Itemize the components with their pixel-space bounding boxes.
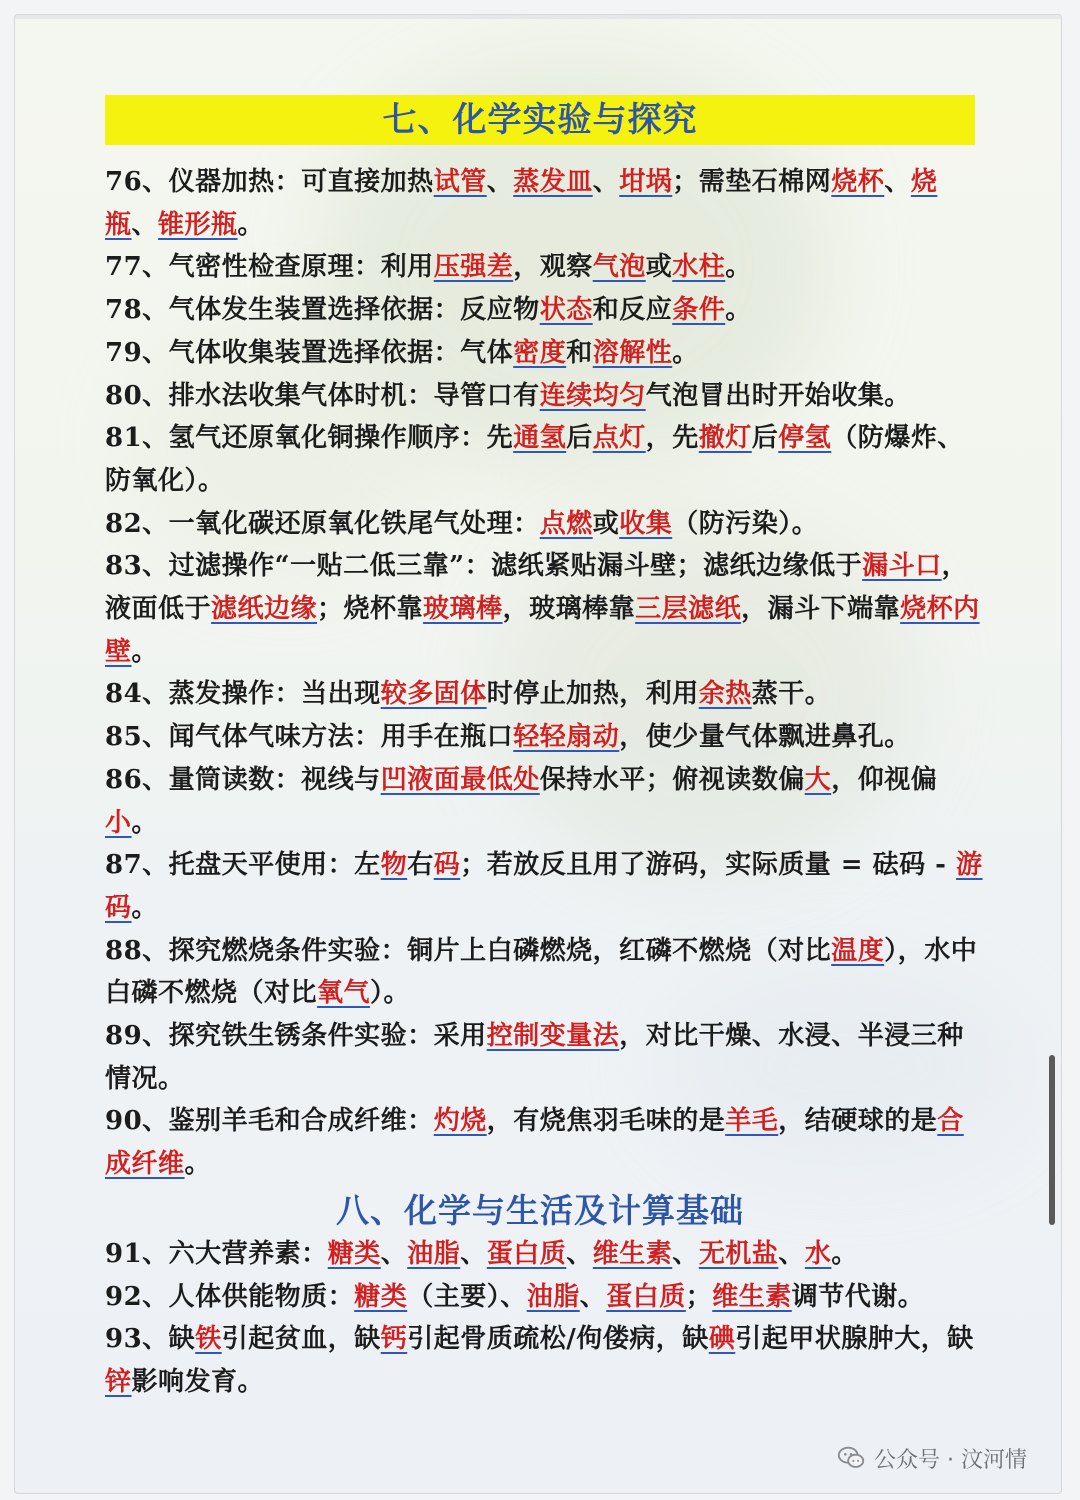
item-text: ，使少量气体飘进鼻孔。	[619, 722, 911, 753]
item-text: 、	[460, 1239, 487, 1269]
keyword: 条件	[672, 295, 726, 326]
list-item	[105, 1318, 985, 1403]
item-text: 、	[566, 1239, 593, 1269]
keyword: 锥形瓶	[158, 209, 238, 240]
item-text: （主要）、	[407, 1281, 527, 1312]
keyword: 撤灯	[698, 423, 752, 454]
section-8-list	[105, 1233, 985, 1404]
keyword: 码	[433, 850, 461, 881]
keyword: 连续均匀	[539, 380, 646, 411]
item-text: 蒸干。	[751, 679, 832, 710]
item-text: 93、缺	[105, 1324, 196, 1355]
list-item	[105, 1100, 985, 1185]
item-text: 。	[672, 337, 699, 368]
item-text: 。	[131, 807, 159, 838]
item-text: ，先	[645, 423, 699, 454]
keyword: 大	[804, 764, 832, 795]
item-text: 、	[131, 209, 159, 240]
item-text: 、	[592, 167, 620, 197]
list-item	[105, 1276, 985, 1319]
keyword: 密度	[513, 337, 567, 368]
keyword: 烧杯内壁	[105, 594, 980, 667]
keyword: 羊毛	[725, 1106, 779, 1137]
item-text: 和	[566, 337, 593, 368]
list-item	[105, 375, 985, 418]
item-text: 85、闻气体气味方法：用手在瓶口	[105, 722, 514, 753]
keyword: 温度	[831, 935, 885, 966]
item-text: ，仰视偏	[831, 764, 938, 795]
item-text: ；若放反且用了游码，实际质量 = 砝码 -	[460, 850, 957, 881]
keyword: 游码	[105, 850, 983, 923]
item-text: 后	[566, 423, 593, 454]
item-text: ，观察	[513, 252, 593, 283]
item-text: 。	[725, 295, 752, 326]
section-heading-8: 八、化学与生活及计算基础	[336, 1191, 744, 1230]
keyword: 合成纤维	[105, 1106, 964, 1180]
item-text: ），水中白磷不燃烧（对比	[105, 935, 978, 1009]
item-text: ；烧杯靠	[317, 594, 424, 625]
item-text: 88、探究燃烧条件实验：铜片上白磷燃烧，红磷不燃烧（对比	[105, 935, 832, 966]
item-text: 。	[131, 636, 159, 667]
item-text: 76、仪器加热：可直接加热	[105, 167, 434, 197]
item-text: 。	[237, 209, 265, 240]
keyword: 收集	[619, 508, 673, 539]
item-text: 、	[672, 1239, 699, 1269]
item-text: 后	[751, 423, 779, 454]
keyword: 维生素	[592, 1239, 673, 1269]
keyword: 三层滤纸	[635, 594, 742, 625]
item-text: 、	[380, 1239, 408, 1269]
keyword: 无机盐	[698, 1239, 779, 1269]
item-text: 84、蒸发操作：当出现	[105, 679, 381, 710]
keyword: 钙	[380, 1324, 408, 1355]
keyword: 油脂	[407, 1239, 461, 1269]
item-text: 83、过滤操作“一贴二低三靠”：滤纸紧贴漏斗壁；滤纸边缘低于	[105, 551, 863, 582]
keyword: 铁	[195, 1324, 222, 1355]
keyword: 蒸发皿	[513, 167, 593, 197]
keyword: 压强差	[433, 252, 514, 283]
item-text: 79、气体收集装置选择依据：气体	[105, 337, 514, 368]
item-text: 91、六大营养素：	[105, 1239, 328, 1269]
list-item	[105, 716, 985, 759]
keyword: 烧杯	[831, 167, 885, 197]
item-text: 影响发育。	[131, 1367, 265, 1398]
keyword: 漏斗口	[862, 551, 942, 582]
page	[14, 14, 1062, 1494]
item-text: 右	[407, 850, 434, 881]
item-text: 时停止加热，利用	[486, 679, 699, 710]
item-text: 。	[184, 1149, 212, 1180]
item-text: 81、氢气还原氧化铜操作顺序：先	[105, 423, 514, 454]
item-text: 、	[884, 167, 911, 197]
keyword: 糖类	[327, 1239, 381, 1269]
item-text: 保持水平；俯视读数偏	[539, 764, 805, 795]
item-text: ；需垫石棉网	[672, 167, 832, 197]
item-text: 92、人体供能物质：	[105, 1281, 355, 1312]
item-text: 80、排水法收集气体时机：导管口有	[105, 380, 540, 411]
list-item	[105, 503, 985, 546]
section-7-list	[105, 161, 985, 1186]
scrollbar-thumb[interactable]	[1049, 1055, 1055, 1225]
keyword: 气泡	[592, 252, 646, 283]
footer-text: 公众号 · 汶河情	[874, 1447, 1027, 1473]
keyword: 蛋白质	[606, 1281, 686, 1312]
item-text: 89、探究铁生锈条件实验：采用	[105, 1021, 487, 1052]
keyword: 锌	[105, 1367, 132, 1398]
keyword: 灼烧	[433, 1106, 487, 1137]
list-item	[105, 759, 985, 844]
keyword: 凹液面最低处	[380, 764, 540, 795]
item-text: 77、气密性检查原理：利用	[105, 252, 434, 283]
item-text: 90、鉴别羊毛和合成纤维：	[105, 1106, 434, 1137]
keyword: 试管	[433, 167, 487, 197]
item-text: 87、托盘天平使用：左	[105, 850, 381, 881]
item-text: ，漏斗下端靠	[741, 594, 901, 625]
keyword: 小	[105, 807, 132, 838]
keyword: 停氢	[778, 423, 832, 454]
footer-watermark	[836, 1443, 1027, 1473]
keyword: 滤纸边缘	[211, 594, 318, 625]
keyword: 溶解性	[592, 337, 673, 368]
top-edge	[15, 15, 1061, 19]
item-text: ；	[685, 1281, 713, 1312]
keyword: 氧气	[317, 978, 371, 1009]
item-text: 引起贫血，缺	[221, 1324, 381, 1355]
list-item	[105, 844, 985, 929]
item-text: 引起骨质疏松/佝偻病，缺	[407, 1324, 709, 1355]
item-text: 86、量筒读数：视线与	[105, 764, 381, 795]
list-item	[105, 1015, 985, 1100]
list-item	[105, 930, 985, 1015]
item-text: 78、气体发生装置选择依据：反应物	[105, 295, 540, 326]
keyword: 点灯	[592, 423, 646, 454]
item-text: ，结硬球的是	[778, 1106, 938, 1137]
item-text: 、	[486, 167, 514, 197]
keyword: 烧瓶	[105, 167, 938, 240]
item-text: ，有烧焦羽毛味的是	[486, 1106, 726, 1137]
keyword: 糖类	[354, 1281, 408, 1312]
keyword: 蛋白质	[486, 1239, 567, 1269]
list-item	[105, 545, 985, 673]
item-text: ，液面低于	[105, 551, 969, 625]
keyword: 碘	[708, 1324, 736, 1355]
item-text: 。	[725, 252, 752, 283]
item-text: 或	[592, 508, 620, 539]
keyword: 玻璃棒	[423, 594, 503, 625]
item-text: 、	[579, 1281, 607, 1312]
keyword: 维生素	[712, 1281, 792, 1312]
list-item	[105, 417, 985, 502]
section-heading-7: 七、化学实验与探究	[105, 95, 975, 145]
list-item	[105, 673, 985, 716]
keyword: 物	[380, 850, 408, 881]
item-text: （防爆炸、防氧化）。	[105, 423, 964, 496]
item-text: 或	[645, 252, 673, 283]
item-text: ，对比干燥、水浸、半浸三种情况。	[105, 1021, 964, 1094]
item-text: ）。	[370, 978, 411, 1009]
keyword: 通氢	[513, 423, 567, 454]
item-text: 、	[778, 1239, 805, 1269]
keyword: 点燃	[539, 508, 593, 539]
item-text: ，玻璃棒靠	[502, 594, 636, 625]
keyword: 较多固体	[380, 679, 487, 710]
item-text: 和反应	[592, 295, 673, 326]
item-text: 调节代谢。	[791, 1281, 925, 1312]
item-text: 82、一氧化碳还原氧化铁尾气处理：	[105, 508, 540, 539]
keyword: 控制变量法	[486, 1021, 620, 1052]
keyword: 状态	[539, 295, 593, 326]
wechat-icon	[836, 1443, 866, 1473]
item-text: 。	[131, 892, 159, 923]
keyword: 油脂	[526, 1281, 580, 1312]
list-item	[105, 246, 985, 289]
list-item	[105, 289, 985, 332]
list-item	[105, 332, 985, 375]
keyword: 坩埚	[619, 167, 673, 197]
list-item	[105, 1233, 985, 1276]
keyword: 水	[804, 1239, 832, 1269]
keyword: 水柱	[672, 252, 726, 283]
item-text: （防污染）。	[672, 508, 819, 539]
item-text: 。	[831, 1239, 858, 1269]
item-text: 气泡冒出时开始收集。	[645, 380, 911, 411]
list-item	[105, 161, 985, 246]
keyword: 余热	[698, 679, 752, 710]
keyword: 轻轻扇动	[513, 722, 620, 753]
item-text: 引起甲状腺肿大，缺	[735, 1324, 974, 1355]
